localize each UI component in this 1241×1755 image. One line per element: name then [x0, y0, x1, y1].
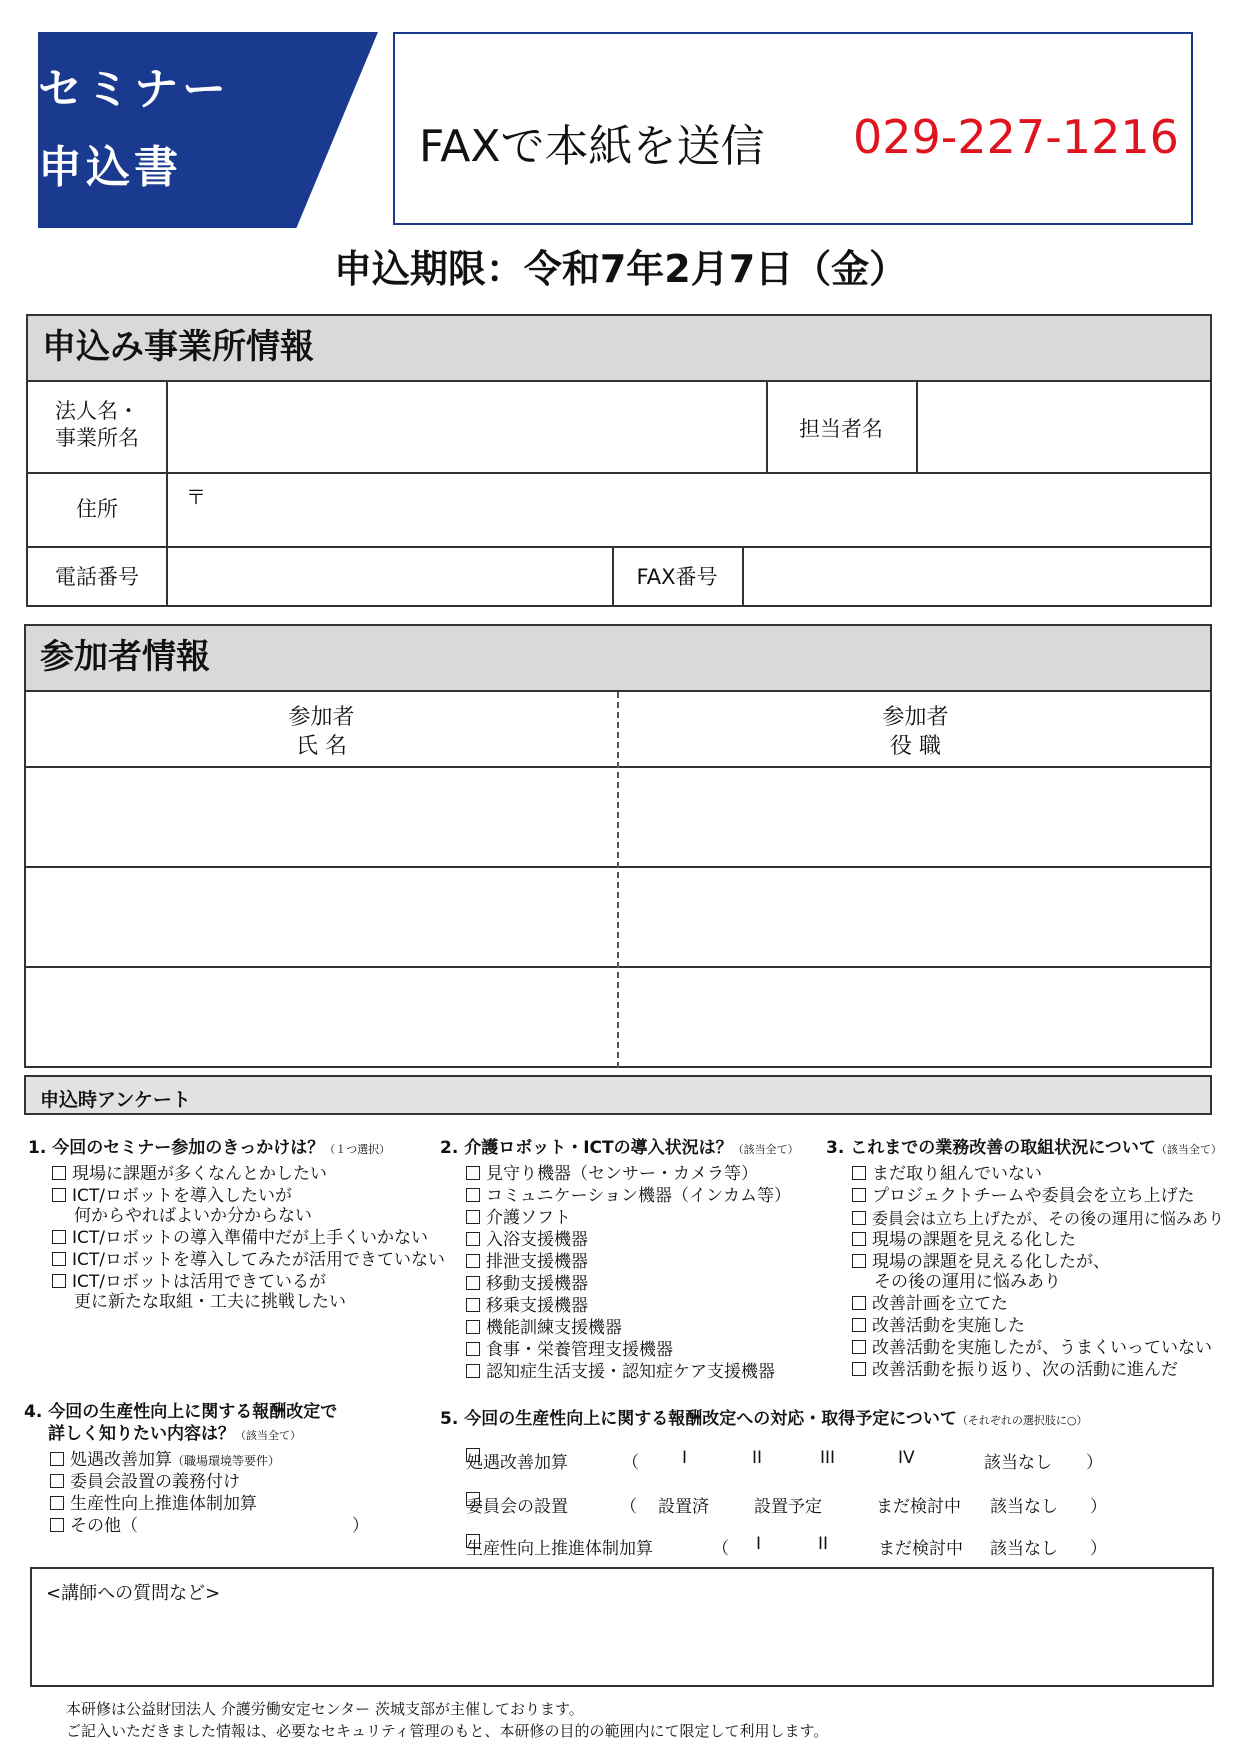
q2-option[interactable]: 介護ソフト: [466, 1208, 571, 1229]
participants-heading: 参加者情報: [26, 626, 1210, 692]
q3-option[interactable]: 改善活動を実施した: [852, 1316, 1025, 1337]
title-line-2: 申込書: [38, 142, 182, 193]
q3-option[interactable]: 現場の課題を見える化したが、: [852, 1252, 1110, 1273]
option-not-applicable[interactable]: 該当なし: [990, 1497, 1058, 1517]
q2-option[interactable]: 排泄支援機器: [466, 1252, 588, 1273]
deadline: 申込期限：令和7年2月7日（金）: [333, 247, 908, 291]
q1-option[interactable]: ICT/ロボットを導入したいが: [52, 1186, 292, 1207]
q3-option[interactable]: プロジェクトチームや委員会を立ち上げた: [852, 1186, 1195, 1207]
checkbox-icon[interactable]: [852, 1166, 866, 1180]
option-iv[interactable]: IV: [898, 1448, 915, 1468]
contact-label: 担当者名: [799, 417, 883, 441]
footer-organizer: 本研修は公益財団法人 介護労働安定センター 茨城支部が主催しております。: [66, 1700, 584, 1718]
checkbox-icon[interactable]: [52, 1252, 66, 1266]
option-ii[interactable]: II: [818, 1534, 829, 1554]
option-i[interactable]: I: [756, 1534, 762, 1554]
participant-name-input[interactable]: [26, 968, 615, 1066]
q2-title: 2. 介護ロボット・ICTの導入状況は？（該当全て）: [440, 1138, 799, 1158]
checkbox-icon[interactable]: [466, 1254, 480, 1268]
option-under-review[interactable]: まだ検討中: [878, 1539, 963, 1559]
participant-name-header: 参加者 氏 名: [288, 705, 355, 759]
checkbox-icon[interactable]: [50, 1452, 64, 1466]
q1-option[interactable]: 現場に課題が多くなんとかしたい: [52, 1164, 327, 1185]
checkbox-icon[interactable]: [52, 1274, 66, 1288]
corp-name-input[interactable]: [168, 384, 764, 470]
option-iii[interactable]: III: [820, 1448, 836, 1468]
checkbox-icon[interactable]: [50, 1518, 64, 1532]
q4-option[interactable]: 処遇改善加算（職場環境等要件）: [50, 1450, 280, 1472]
participant-position-header: 参加者 役 職: [882, 705, 949, 759]
participant-position-input[interactable]: [619, 768, 1212, 864]
address-input[interactable]: [168, 474, 1212, 544]
q3-title: 3. これまでの業務改善の取組状況について（該当全て）: [826, 1138, 1222, 1158]
footer-privacy: ご記入いただきました情報は、必要なセキュリティ管理のもと、本研修の目的の範囲内にて限定して利用します。: [66, 1722, 829, 1740]
q1-option-continued: 更に新たな取組・工夫に挑戦したい: [74, 1292, 346, 1312]
participant-position-input[interactable]: [619, 968, 1212, 1066]
q4-option[interactable]: 委員会設置の義務付け: [50, 1472, 240, 1493]
option-not-applicable[interactable]: 該当なし: [984, 1453, 1052, 1473]
option-i[interactable]: I: [682, 1448, 688, 1468]
q1-option[interactable]: ICT/ロボットを導入してみたが活用できていない: [52, 1250, 445, 1271]
checkbox-icon[interactable]: [852, 1318, 866, 1332]
checkbox-icon[interactable]: [466, 1232, 480, 1246]
q2-option[interactable]: 見守り機器（センサー・カメラ等）: [466, 1164, 758, 1185]
checkbox-icon[interactable]: [852, 1340, 866, 1354]
checkbox-icon[interactable]: [852, 1296, 866, 1310]
participant-name-input[interactable]: [26, 868, 615, 964]
option-not-applicable[interactable]: 該当なし: [990, 1539, 1058, 1559]
office-info-heading: 申込み事業所情報: [28, 316, 1210, 382]
q3-option[interactable]: 改善活動を実施したが、うまくいっていない: [852, 1338, 1212, 1359]
q4-title-line-1: 4. 今回の生産性向上に関する報酬改定で: [24, 1402, 338, 1422]
checkbox-icon[interactable]: [466, 1364, 480, 1378]
checkbox-icon[interactable]: [466, 1298, 480, 1312]
q3-option-continued: その後の運用に悩みあり: [874, 1272, 1061, 1292]
q3-option[interactable]: 改善計画を立てた: [852, 1294, 1008, 1315]
checkbox-icon[interactable]: [852, 1232, 866, 1246]
q2-option[interactable]: 認知症生活支援・認知症ケア支援機器: [466, 1362, 775, 1383]
q2-option[interactable]: 移動支援機器: [466, 1274, 588, 1295]
q3-option[interactable]: 委員会は立ち上げたが、その後の運用に悩みあり: [852, 1208, 1224, 1229]
participant-position-input[interactable]: [619, 868, 1212, 964]
q4-title-line-2: 詳しく知りたい内容は？（該当全て）: [48, 1424, 301, 1444]
contact-input[interactable]: [918, 384, 1212, 470]
checkbox-icon[interactable]: [466, 1166, 480, 1180]
q1-option[interactable]: ICT/ロボットは活用できているが: [52, 1272, 326, 1293]
q4-option-other[interactable]: その他（: [50, 1516, 138, 1537]
checkbox-icon[interactable]: [852, 1254, 866, 1268]
q5-title: 5. 今回の生産性向上に関する報酬改定への対応・取得予定について（それぞれの選択肢に○）: [440, 1409, 1088, 1429]
questions-textarea[interactable]: [30, 1567, 1214, 1687]
fax-input[interactable]: [744, 548, 1212, 605]
q3-option[interactable]: まだ取り組んでいない: [852, 1164, 1042, 1185]
title-banner: [38, 32, 378, 228]
checkbox-icon[interactable]: [466, 1188, 480, 1202]
checkbox-icon[interactable]: [50, 1474, 64, 1488]
checkbox-icon[interactable]: [466, 1342, 480, 1356]
option-planned[interactable]: 設置予定: [754, 1497, 822, 1517]
q4-other-close-paren: ）: [352, 1516, 369, 1536]
corp-name-label: 法人名・ 事業所名: [55, 399, 139, 451]
q2-option[interactable]: 機能訓練支援機器: [466, 1318, 622, 1339]
postal-mark: 〒: [186, 485, 206, 509]
checkbox-icon[interactable]: [50, 1496, 64, 1510]
address-label: 住所: [76, 497, 118, 521]
q1-title: 1. 今回のセミナー参加のきっかけは？（１つ選択）: [28, 1138, 391, 1158]
q3-option[interactable]: 改善活動を振り返り、次の活動に進んだ: [852, 1360, 1178, 1381]
q1-option[interactable]: ICT/ロボットの導入準備中だが上手くいかない: [52, 1228, 428, 1249]
checkbox-icon[interactable]: [852, 1362, 866, 1376]
fax-field-label: FAX番号: [636, 565, 718, 589]
option-established[interactable]: 設置済: [658, 1497, 709, 1517]
checkbox-icon[interactable]: [852, 1188, 866, 1202]
fax-info-box: [393, 32, 1193, 225]
participants-section: [24, 624, 1212, 1068]
phone-label: 電話番号: [55, 565, 139, 589]
q2-option[interactable]: 入浴支援機器: [466, 1230, 588, 1251]
checkbox-icon[interactable]: [52, 1166, 66, 1180]
checkbox-icon[interactable]: [466, 1320, 480, 1334]
option-ii[interactable]: II: [752, 1448, 763, 1468]
survey-heading: 申込時アンケート: [40, 1089, 191, 1111]
q2-option[interactable]: 移乗支援機器: [466, 1296, 588, 1317]
q1-option-continued: 何からやればよいか分からない: [74, 1206, 312, 1226]
q2-option[interactable]: 食事・栄養管理支援機器: [466, 1340, 673, 1361]
q3-option[interactable]: 現場の課題を見える化した: [852, 1230, 1076, 1251]
survey-heading-bar: [24, 1075, 1212, 1115]
q4-option[interactable]: 生産性向上推進体制加算: [50, 1494, 257, 1515]
office-info-section: [26, 314, 1212, 607]
checkbox-icon[interactable]: [466, 1276, 480, 1290]
checkbox-icon[interactable]: [52, 1188, 66, 1202]
q2-option[interactable]: コミュニケーション機器（インカム等）: [466, 1186, 791, 1207]
fax-instruction: FAXで本紙を送信: [419, 121, 765, 172]
phone-input[interactable]: [168, 548, 610, 605]
checkbox-icon[interactable]: [466, 1210, 480, 1224]
checkbox-icon[interactable]: [52, 1230, 66, 1244]
title-line-1: セミナー: [38, 64, 230, 115]
questions-label: <講師への質問など>: [46, 1583, 221, 1604]
option-under-review[interactable]: まだ検討中: [876, 1497, 961, 1517]
participant-name-input[interactable]: [26, 768, 615, 864]
checkbox-icon[interactable]: [852, 1211, 866, 1225]
fax-number: 029-227-1216: [853, 110, 1179, 164]
